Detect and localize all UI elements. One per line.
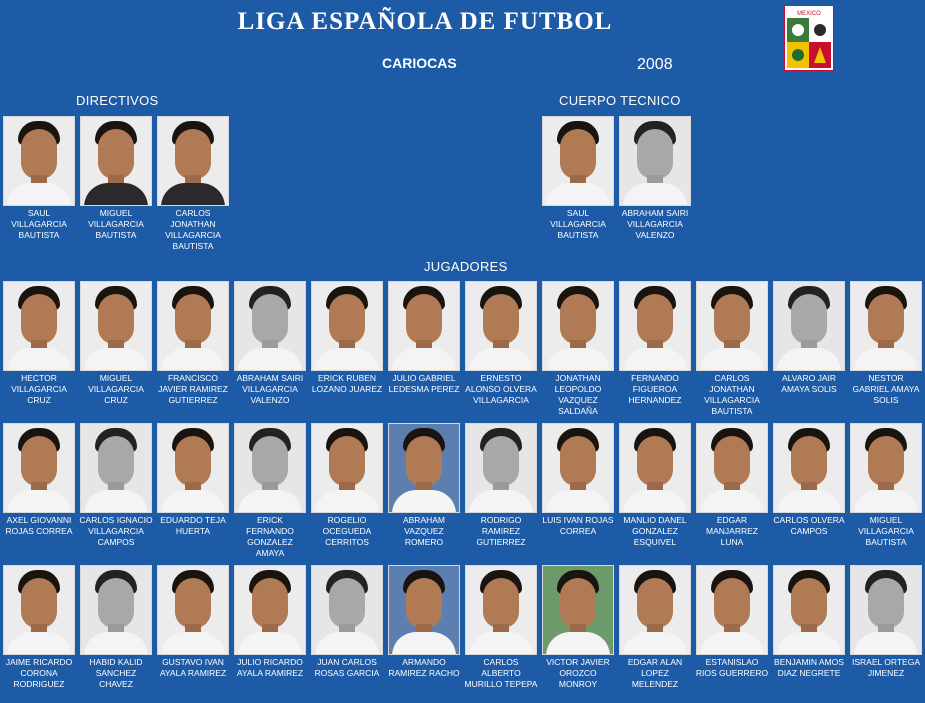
player-card [156, 423, 230, 537]
player-card [618, 281, 692, 406]
player-photo [80, 423, 152, 513]
player-card [310, 423, 384, 548]
person-name: MIGUEL VILLAGARCIA CRUZ [88, 373, 144, 405]
player-card [772, 281, 846, 395]
directivo-card [156, 116, 230, 252]
player-card [233, 281, 307, 406]
player-card [310, 281, 384, 395]
person-name: NESTOR GABRIEL AMAYA SOLIS [852, 373, 920, 405]
player-photo [850, 281, 922, 371]
person-name: CARLOS IGNACIO VILLAGARCIA CAMPOS [79, 515, 153, 547]
player-photo [619, 423, 691, 513]
person-name: MIGUEL VILLAGARCIA BAUTISTA [858, 515, 914, 547]
player-photo [157, 565, 229, 655]
person-name: ERNESTO ALONSO OLVERA VILLAGARCIA [465, 373, 537, 405]
player-photo [388, 281, 460, 371]
person-name: ABRAHAM VAZQUEZ ROMERO [402, 515, 446, 547]
player-card [310, 565, 384, 679]
player-card [79, 565, 153, 690]
player-photo [542, 281, 614, 371]
player-photo [542, 423, 614, 513]
player-card [849, 565, 923, 679]
player-card [541, 281, 615, 417]
person-name: CARLOS OLVERA CAMPOS [773, 515, 845, 536]
player-card [695, 281, 769, 417]
person-name: BENJAMIN AMOS DIAZ NEGRETE [774, 657, 844, 678]
player-photo [157, 423, 229, 513]
directivo-card [2, 116, 76, 241]
person-name: ISRAEL ORTEGA JIMENEZ [851, 657, 921, 678]
player-card [387, 281, 461, 395]
player-card [464, 423, 538, 548]
person-name: SAUL VILLAGARCIA BAUTISTA [11, 208, 67, 240]
cuerpo-tecnico-heading: CUERPO TECNICO [559, 93, 681, 108]
person-name: LUIS IVAN ROJAS CORREA [542, 515, 614, 536]
player-photo [234, 281, 306, 371]
player-card [541, 423, 615, 537]
player-photo [619, 281, 691, 371]
person-name: EDGAR ALAN LOPEZ MELENDEZ [627, 657, 683, 689]
person-name: MANLIO DANEL GONZALEZ ESQUIVEL [623, 515, 687, 547]
player-card [464, 565, 538, 690]
player-photo [388, 565, 460, 655]
player-photo [311, 423, 383, 513]
player-card [618, 565, 692, 690]
player-card [849, 423, 923, 548]
person-name: ABRAHAM SAIRI VILLAGARCIA VALENZO [236, 373, 304, 405]
person-name: ABRAHAM SAIRI VILLAGARCIA VALENZO [621, 208, 689, 240]
player-card [2, 565, 76, 690]
player-photo [3, 565, 75, 655]
player-photo [388, 423, 460, 513]
person-name: EDGAR MANJARREZ LUNA [706, 515, 758, 547]
player-photo [850, 423, 922, 513]
person-name: JULIO RICARDO AYALA RAMIREZ [236, 657, 304, 678]
person-name: HECTOR VILLAGARCIA CRUZ [11, 373, 67, 405]
person-name: CARLOS JONATHAN VILLAGARCIA BAUTISTA [704, 373, 760, 416]
page-title: LIGA ESPAÑOLA DE FUTBOL [237, 8, 613, 35]
player-photo [773, 423, 845, 513]
person-name: ERICK FERNANDO GONZALEZ AMAYA [246, 515, 294, 558]
player-card [849, 281, 923, 406]
player-photo [3, 423, 75, 513]
player-photo [465, 281, 537, 371]
player-photo [311, 565, 383, 655]
player-photo [234, 565, 306, 655]
player-photo [465, 565, 537, 655]
team-name: CARIOCAS [382, 55, 457, 71]
player-card [233, 565, 307, 679]
player-photo [80, 116, 152, 206]
jugadores-heading: JUGADORES [424, 259, 508, 274]
person-name: ERICK RUBEN LOZANO JUAREZ [311, 373, 383, 394]
person-name: EDUARDO TEJA HUERTA [160, 515, 226, 536]
player-photo [619, 116, 691, 206]
person-name: JONATHAN LEOPOLDO VAZQUEZ SALDAÑA [554, 373, 602, 416]
player-card [2, 423, 76, 537]
player-card [233, 423, 307, 559]
player-photo [542, 565, 614, 655]
person-name: SAUL VILLAGARCIA BAUTISTA [550, 208, 606, 240]
person-name: ALVARO JAIR AMAYA SOLIS [781, 373, 837, 394]
player-photo [157, 116, 229, 206]
season-year: 2008 [637, 56, 673, 73]
player-card [695, 565, 769, 679]
player-card [387, 423, 461, 548]
player-photo [696, 423, 768, 513]
player-card [156, 565, 230, 679]
player-card [772, 565, 846, 679]
player-photo [311, 281, 383, 371]
person-name: CARLOS JONATHAN VILLAGARCIA BAUTISTA [165, 208, 221, 251]
player-photo [773, 565, 845, 655]
logo-text: MEXICO [797, 11, 821, 17]
directivo-card [79, 116, 153, 241]
person-name: AXEL GIOVANNI ROJAS CORREA [5, 515, 73, 536]
player-photo [619, 565, 691, 655]
player-card [772, 423, 846, 537]
person-name: JUAN CARLOS ROSAS GARCIA [314, 657, 380, 678]
player-photo [465, 423, 537, 513]
person-name: HABID KALID SANCHEZ CHAVEZ [89, 657, 143, 689]
player-photo [696, 565, 768, 655]
cuerpo-tecnico-card [618, 116, 692, 241]
person-name: MIGUEL VILLAGARCIA BAUTISTA [88, 208, 144, 240]
player-card [79, 281, 153, 406]
player-card [156, 281, 230, 406]
player-card [79, 423, 153, 548]
player-photo [3, 116, 75, 206]
directivos-heading: DIRECTIVOS [76, 93, 159, 108]
person-name: ROGELIO OCEGUEDA CERRITOS [322, 515, 372, 547]
person-name: FRANCISCO JAVIER RAMIREZ GUTIERREZ [158, 373, 228, 405]
mexico-crest-logo [784, 5, 834, 71]
player-card [541, 565, 615, 690]
player-photo [234, 423, 306, 513]
person-name: GUSTAVO IVAN AYALA RAMIREZ [159, 657, 227, 678]
player-card [618, 423, 692, 548]
player-photo [157, 281, 229, 371]
player-card [464, 281, 538, 406]
player-photo [696, 281, 768, 371]
person-name: VICTOR JAVIER OROZCO MONROY [546, 657, 610, 689]
player-card [2, 281, 76, 406]
person-name: RODRIGO RAMIREZ GUTIERREZ [476, 515, 526, 547]
person-name: CARLOS ALBERTO MURILLO TEPEPA [464, 657, 538, 689]
player-photo [3, 281, 75, 371]
player-photo [542, 116, 614, 206]
player-photo [773, 281, 845, 371]
player-photo [850, 565, 922, 655]
person-name: JULIO GABRIEL LEDESMA PEREZ [388, 373, 460, 394]
person-name: ESTANISLAO RIOS GUERRERO [695, 657, 769, 678]
person-name: FERNANDO FIGUEROA HERNANDEZ [628, 373, 682, 405]
player-photo [80, 565, 152, 655]
person-name: ARMANDO RAMIREZ RACHO [388, 657, 460, 678]
cuerpo-tecnico-card [541, 116, 615, 241]
player-photo [80, 281, 152, 371]
player-card [695, 423, 769, 548]
player-card [387, 565, 461, 679]
person-name: JAIME RICARDO CORONA RODRIGUEZ [5, 657, 73, 689]
